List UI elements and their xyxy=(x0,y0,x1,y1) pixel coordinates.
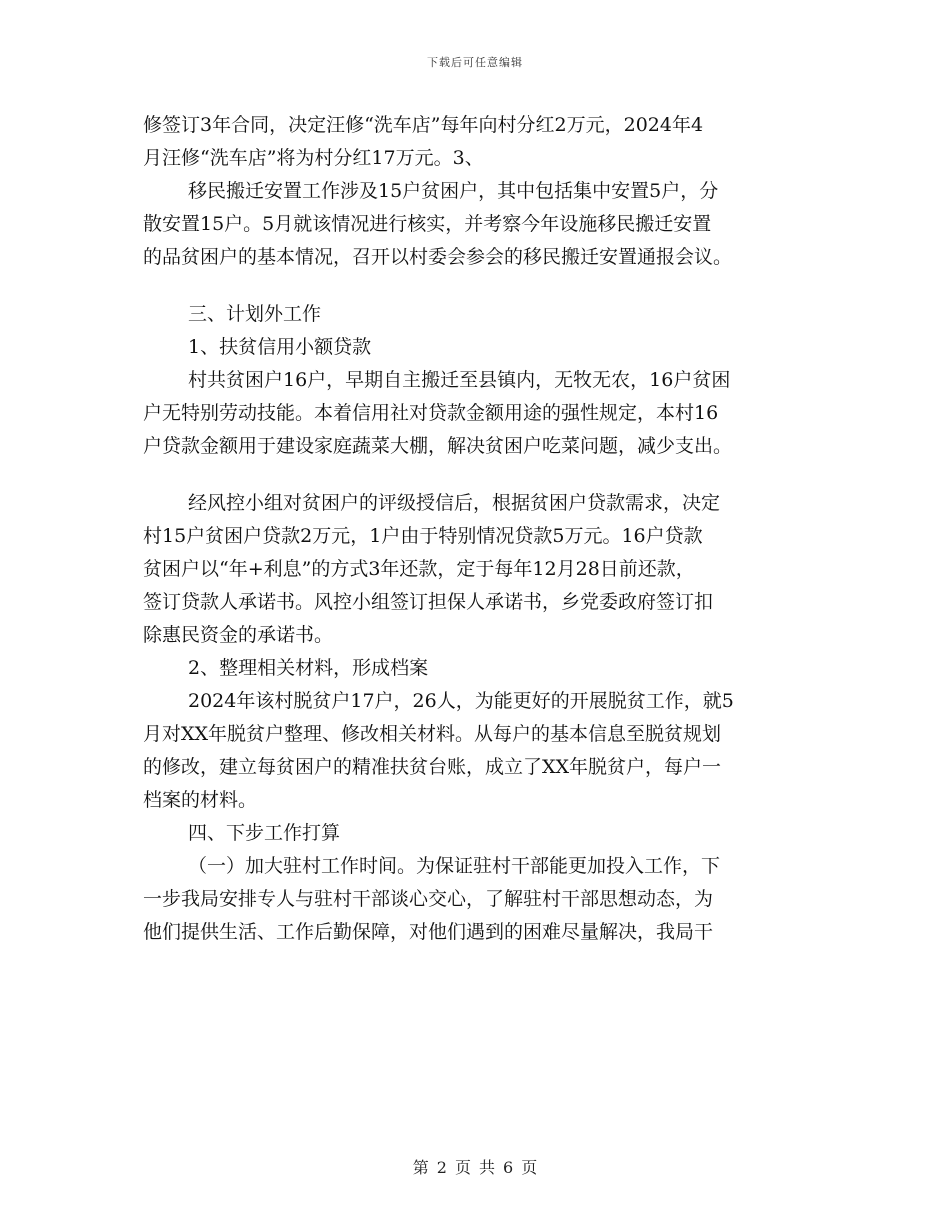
body-line: 的修改，建立每贫困户的精准扶贫台账，成立了XX年脱贫户，每户一 xyxy=(143,756,722,778)
body-line: 贫困户以“年+利息”的方式3年还款，定于每年12月28日前还款， xyxy=(143,558,695,580)
body-line: 户无特别劳动技能。本着信用社对贷款金额用途的强性规定，本村16 xyxy=(143,402,719,424)
body-line: 修签订3年合同，决定汪修“洗车店”每年向村分红2万元，2024年4 xyxy=(143,114,704,136)
page-number: 2 xyxy=(436,1158,447,1177)
body-line: 村共贫困户16户，早期自主搬迁至县镇内，无牧无农，16户贫困 xyxy=(188,369,731,391)
body-line: 的品贫困户的基本情况，召开以村委会参会的移民搬迁安置通报会议。 xyxy=(143,246,733,268)
body-line: 村15户贫困户贷款2万元，1户由于特别情况贷款5万元。16户贷款 xyxy=(143,525,703,547)
subsection-heading: 1、扶贫信用小额贷款 xyxy=(188,336,372,358)
body-line: 户贷款金额用于建设家庭蔬菜大棚，解决贫困户吃菜问题，减少支出。 xyxy=(143,435,733,457)
section-heading: 三、计划外工作 xyxy=(188,303,322,325)
body-line: 签订贷款人承诺书。风控小组签订担保人承诺书，乡党委政府签订扣 xyxy=(143,591,714,613)
body-line: 散安置15户。5月就该情况进行核实，并考察今年设施移民搬迁安置 xyxy=(143,213,712,235)
body-line: 移民搬迁安置工作涉及15户贫困户，其中包括集中安置5户，分 xyxy=(188,180,719,202)
body-line: 他们提供生活、工作后勤保障，对他们遇到的困难尽量解决，我局干 xyxy=(143,921,714,943)
body-line: 2024年该村脱贫户17户，26人，为能更好的开展脱贫工作，就5 xyxy=(188,690,734,712)
footer-total-unit: 页 xyxy=(521,1158,538,1177)
paragraph-gap xyxy=(143,463,808,487)
paragraph-gap xyxy=(143,274,808,298)
body-line: 一步我局安排专人与驻村干部谈心交心，了解驻村干部思想动态，为 xyxy=(143,888,714,910)
total-pages: 6 xyxy=(503,1158,514,1177)
page-header: 下载后可任意编辑 xyxy=(427,56,523,69)
body-line: 月汪修“洗车店”将为村分红17万元。3、 xyxy=(143,147,484,169)
section-heading: 四、下步工作打算 xyxy=(188,822,341,844)
page-footer xyxy=(0,1155,950,1178)
subsection-heading: 2、整理相关材料，形成档案 xyxy=(188,657,429,679)
body-line: 除惠民资金的承诺书。 xyxy=(143,624,334,646)
document-body xyxy=(143,109,808,949)
body-line: 经风控小组对贫困户的评级授信后，根据贫困户贷款需求，决定 xyxy=(188,492,721,514)
body-line: 月对XX年脱贫户整理、修改相关材料。从每户的基本信息至脱贫规划 xyxy=(143,723,722,745)
footer-page-unit: 页 xyxy=(454,1158,471,1177)
footer-prefix: 第 xyxy=(412,1158,429,1177)
footer-total-prefix: 共 xyxy=(479,1158,496,1177)
body-line: （一）加大驻村工作时间。为保证驻村干部能更加投入工作，下 xyxy=(188,855,721,877)
body-line: 档案的材料。 xyxy=(143,789,258,811)
